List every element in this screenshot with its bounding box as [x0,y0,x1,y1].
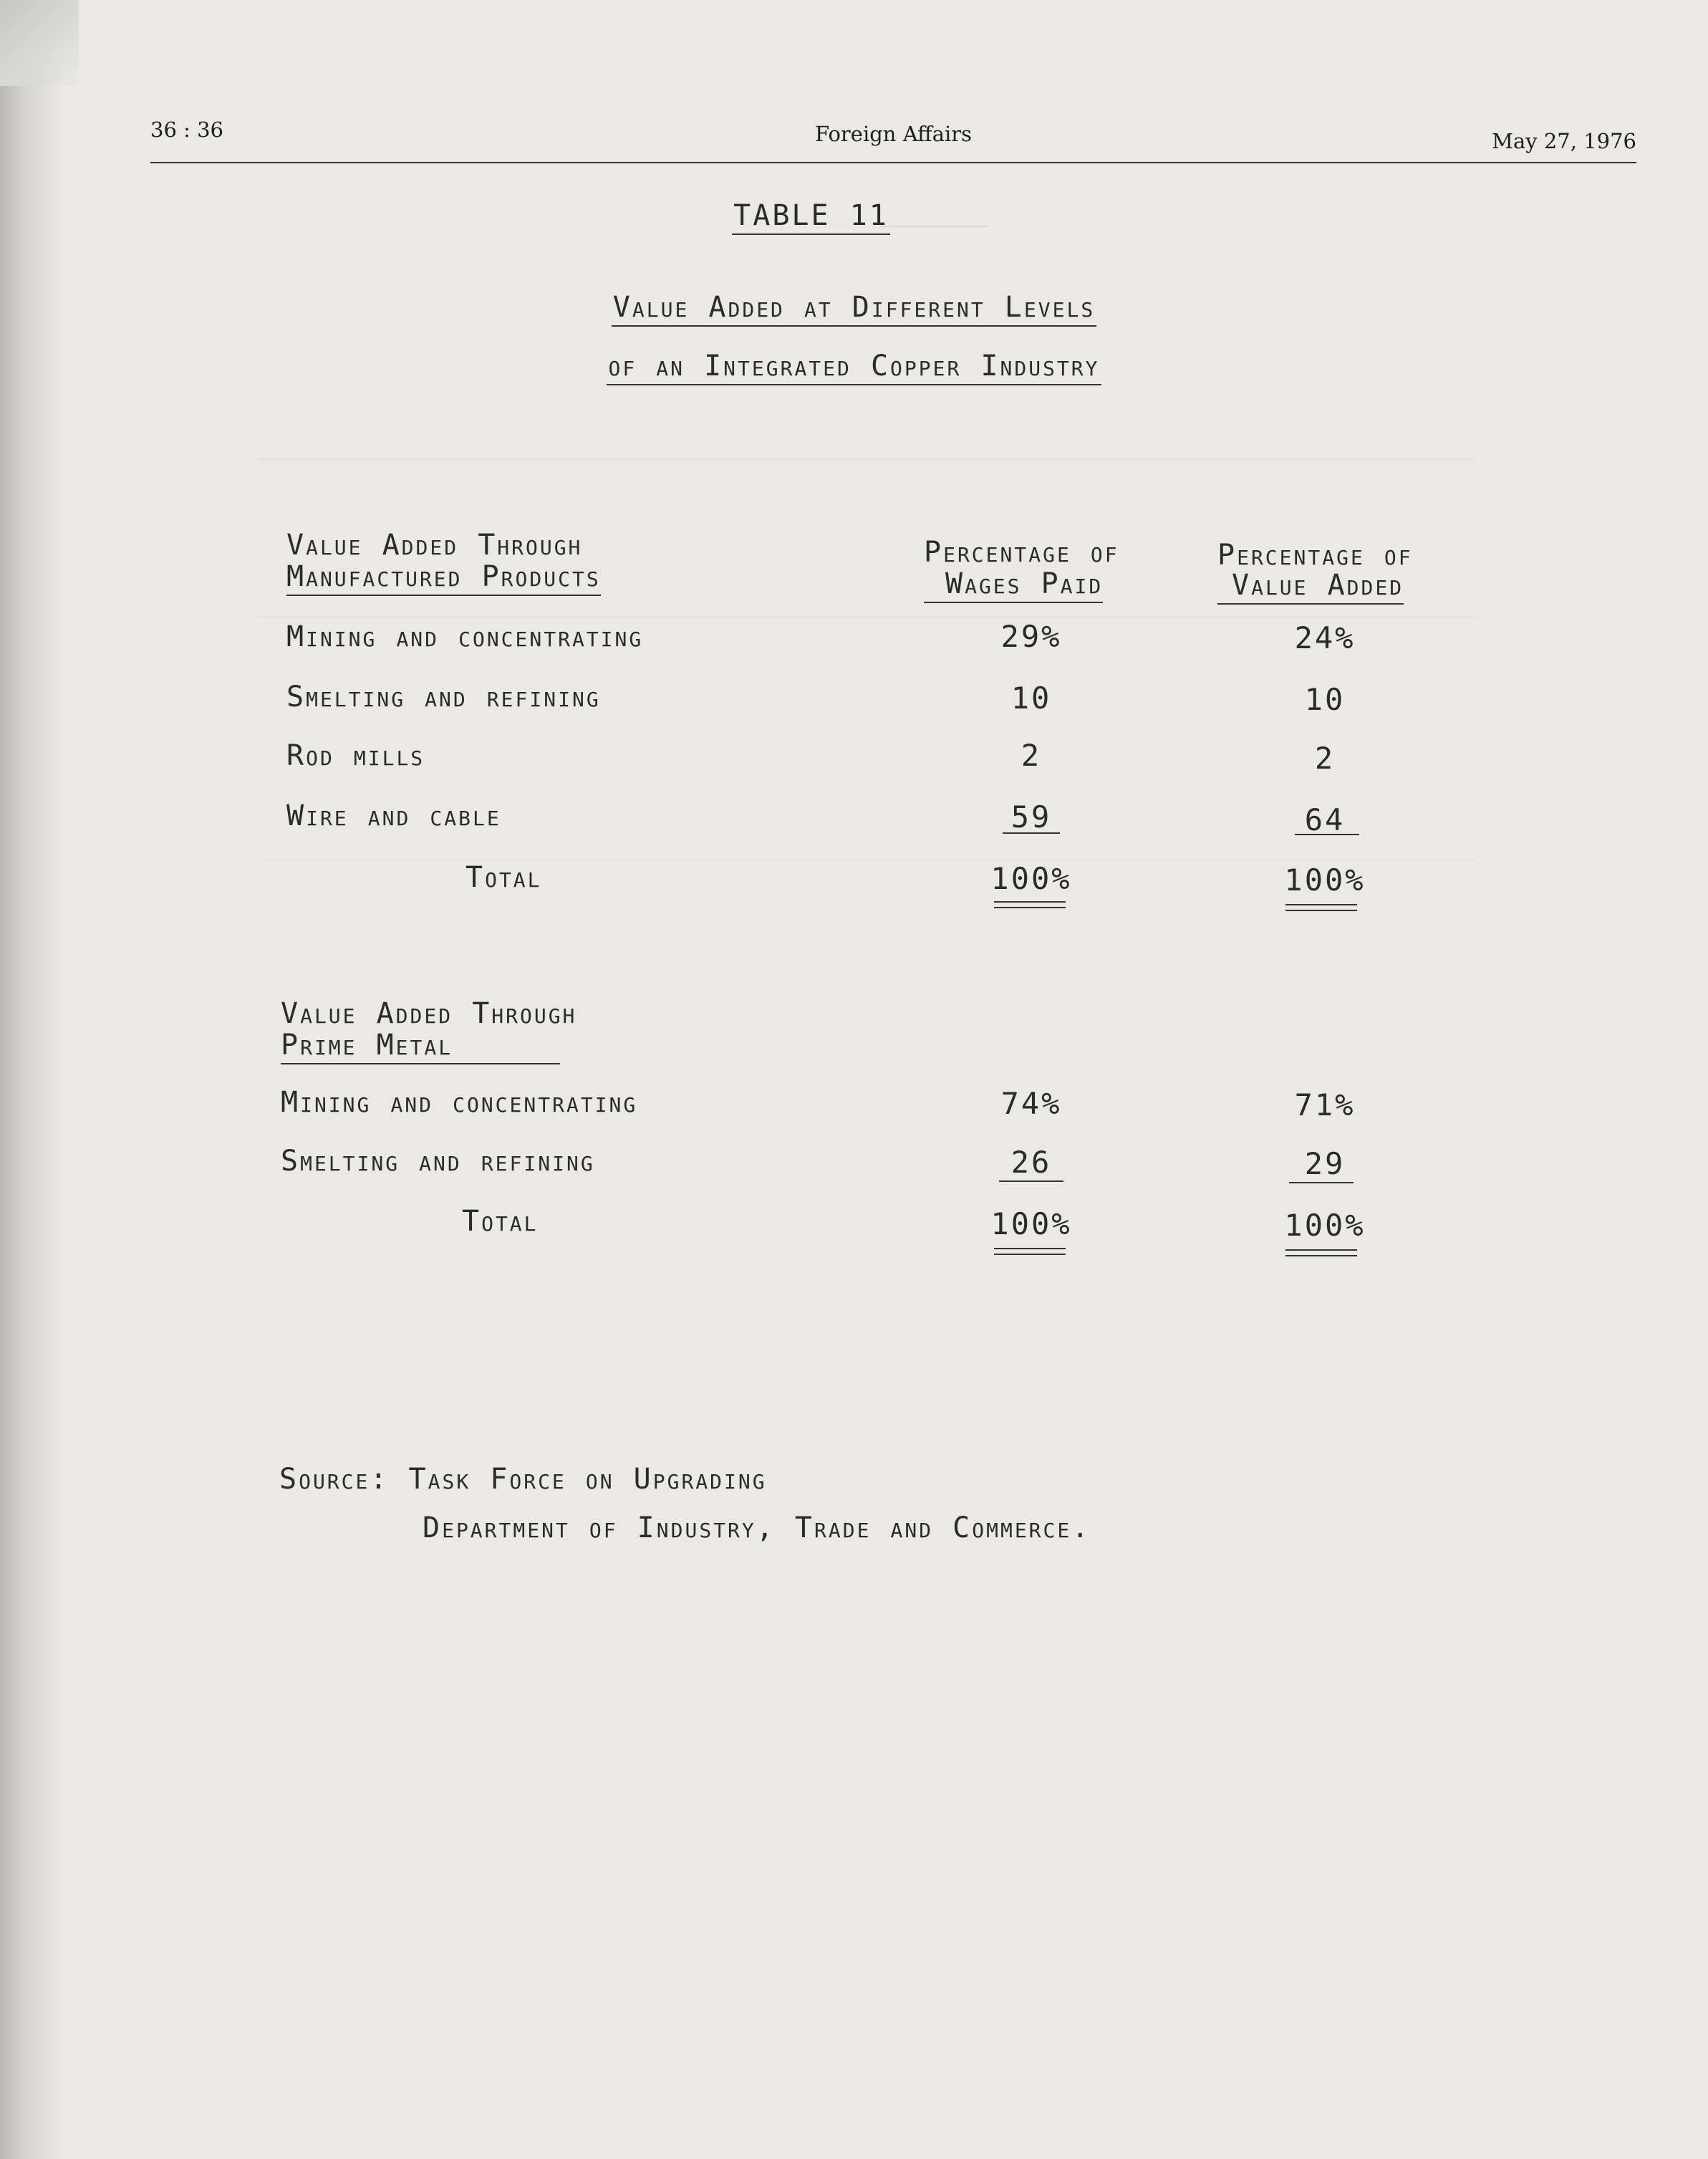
row-label: Wire and cable [286,799,501,832]
subtotal-rule [1295,834,1359,835]
table-title-line1: Value Added at Different Levels [0,291,1708,324]
running-header [150,115,1636,165]
row-label: Mining and concentrating [286,620,644,653]
section2-heading-line2: Prime Metal [281,1029,560,1064]
header-date: May 27, 1976 [1492,129,1636,153]
row-wages-value: 10 [1010,681,1052,716]
row-value-added: 71% [1294,1087,1356,1122]
total-value-added: 100% [1284,1208,1366,1243]
row-wages-value: 2 [1021,738,1042,773]
col-value-heading-line1: Percentage of [1217,539,1413,572]
row-value-added: 10 [1304,682,1346,717]
table-number: TABLE 11 [0,199,1665,232]
total-label: Total [462,1205,539,1238]
row-value-added: 24% [1294,620,1356,655]
total-double-rule [1285,1249,1357,1256]
total-value-added: 100% [1284,862,1366,898]
subtotal-rule [1289,1182,1354,1183]
total-wages-value: 100% [990,1206,1072,1241]
row-wages-value: 74% [1000,1086,1062,1121]
row-wages-value: 26 [1010,1145,1052,1180]
publication-name: Foreign Affairs [814,122,973,146]
row-label: Mining and concentrating [281,1086,638,1119]
subtotal-rule [1003,832,1060,834]
header-rule [150,162,1636,163]
source-line1: Source: Task Force on Upgrading [279,1463,767,1496]
col-value-heading-line2: Value Added [1217,569,1404,605]
row-value-added: 2 [1314,741,1336,776]
section2-heading-line1: Value Added Through [281,997,577,1030]
total-double-rule [994,1248,1066,1255]
section1-heading-line1: Value Added Through [286,529,583,562]
row-wages-value: 29% [1000,619,1062,654]
total-label: Total [465,861,542,894]
source-line2: Department of Industry, Trade and Commerce. [423,1511,1091,1544]
table-title-line2: of an Integrated Copper Industry [0,350,1708,383]
total-wages-value: 100% [990,861,1072,896]
total-double-rule [1285,904,1357,911]
row-label: Smelting and refining [281,1145,595,1178]
row-label: Rod mills [286,739,425,772]
page-reference: 36 : 36 [150,117,224,142]
total-double-rule [994,901,1066,908]
row-wages-value: 59 [1010,799,1052,835]
row-label: Smelting and refining [286,681,601,713]
col-wages-heading-line1: Percentage of [924,536,1119,569]
row-value-added: 29 [1304,1146,1346,1181]
section1-heading-line2: Manufactured Products [286,560,601,596]
subtotal-rule [999,1181,1063,1182]
row-value-added: 64 [1304,802,1346,837]
col-wages-heading-line2: Wages Paid [924,567,1103,603]
